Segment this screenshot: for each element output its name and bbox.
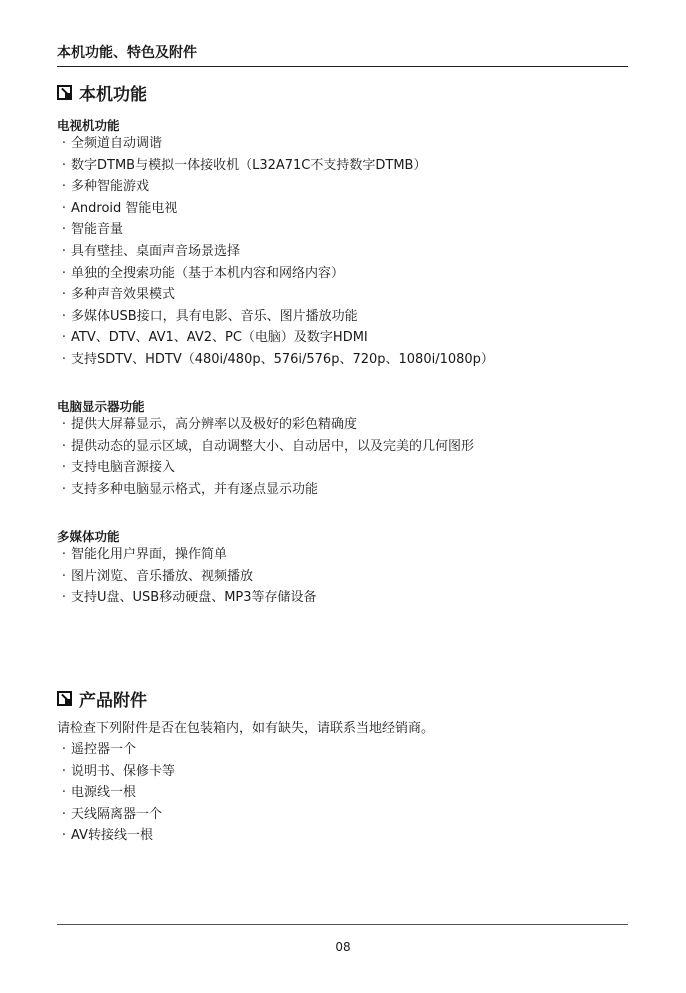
bullet-dot: ·	[61, 438, 67, 454]
list-item	[57, 479, 474, 501]
list-item-text: 支持多种电脑显示格式，并有逐点显示功能	[71, 481, 319, 497]
bullet-dot: ·	[61, 351, 67, 367]
page-header-title: 本机功能、特色及附件	[57, 45, 197, 61]
list-item	[57, 544, 317, 566]
list-item-text: 遥控器一个	[71, 742, 137, 757]
bullet-dot: ·	[61, 200, 67, 216]
page-header	[57, 38, 628, 67]
accessories-heading	[57, 686, 147, 711]
list-item	[57, 219, 494, 241]
list-item	[57, 739, 175, 761]
bullet-dot: ·	[61, 417, 67, 432]
bullet-dot: ·	[61, 460, 67, 476]
pc-functions-list	[57, 414, 474, 500]
list-item-text: 智能音量	[71, 222, 124, 238]
page-number: 08	[335, 940, 351, 954]
list-item-text: 多媒体USB接口，具有电影、音乐、图片播放功能	[71, 308, 358, 324]
list-item	[57, 782, 175, 804]
list-item	[57, 349, 494, 371]
list-item-text: 图片浏览、音乐播放、视频播放	[71, 568, 254, 584]
list-item-text: 说明书、保修卡等	[71, 763, 176, 779]
section-marker-icon	[57, 691, 72, 706]
bullet-dot: ·	[61, 785, 67, 801]
list-item-text: 电源线一根	[71, 785, 137, 801]
list-item	[57, 176, 494, 198]
list-item	[57, 263, 494, 285]
list-item	[57, 133, 494, 155]
list-item-text: 单独的全搜索功能（基于本机内容和网络内容）	[71, 265, 345, 281]
tv-functions-title: 电视机功能	[57, 118, 120, 133]
list-item	[57, 284, 494, 306]
bullet-dot: ·	[61, 547, 67, 562]
section-marker-icon	[57, 85, 72, 100]
list-item	[57, 241, 494, 263]
bullet-dot: ·	[61, 287, 67, 303]
list-item	[57, 414, 474, 436]
bullet-dot: ·	[61, 742, 67, 757]
list-item-text: 全频道自动调谐	[71, 136, 163, 151]
list-item	[57, 306, 494, 328]
accessories-list	[57, 739, 175, 847]
list-item-text: 多种声音效果模式	[71, 287, 176, 303]
accessories-intro: 请检查下列附件是否在包装箱内，如有缺失，请联系当地经销商。	[57, 721, 435, 736]
features-heading-text: 本机功能	[79, 85, 147, 105]
list-item-text: 数字DTMB与模拟一体接收机（L32A71C不支持数字DTMB）	[71, 157, 427, 173]
list-item-text: Android 智能电视	[71, 200, 178, 216]
list-item	[57, 761, 175, 783]
bullet-dot: ·	[61, 828, 67, 844]
list-item	[57, 327, 494, 349]
list-item	[57, 804, 175, 826]
bullet-dot: ·	[61, 763, 67, 779]
bullet-dot: ·	[61, 179, 67, 195]
media-functions-title: 多媒体功能	[57, 529, 120, 544]
list-item-text: ATV、DTV、AV1、AV2、PC（电脑）及数字HDMI	[71, 330, 368, 346]
list-item	[57, 198, 494, 220]
list-item	[57, 825, 175, 847]
accessories-heading-text: 产品附件	[79, 691, 147, 711]
list-item-text: 提供动态的显示区域，自动调整大小、自动居中，以及完美的几何图形	[71, 438, 475, 454]
list-item-text: 支持电脑音源接入	[71, 460, 176, 476]
list-item	[57, 566, 317, 588]
bullet-dot: ·	[61, 157, 67, 173]
list-item	[57, 155, 494, 177]
list-item-text: 智能化用户界面，操作简单	[71, 547, 228, 562]
list-item-text: 提供大屏幕显示，高分辨率以及极好的彩色精确度	[71, 417, 358, 432]
tv-functions-list	[57, 133, 494, 371]
list-item	[57, 457, 474, 479]
list-item-text: 具有壁挂、桌面声音场景选择	[71, 243, 241, 259]
features-heading	[57, 80, 147, 105]
list-item-text: 天线隔离器一个	[71, 806, 163, 822]
bullet-dot: ·	[61, 568, 67, 584]
list-item-text: 支持U盘、USB移动硬盘、MP3等存储设备	[71, 590, 317, 606]
bullet-dot: ·	[61, 330, 67, 346]
list-item-text: 支持SDTV、HDTV（480i/480p、576i/576p、720p、1080i/1080p）	[71, 351, 494, 367]
footer-divider	[57, 924, 628, 925]
bullet-dot: ·	[61, 136, 67, 151]
bullet-dot: ·	[61, 243, 67, 259]
list-item	[57, 436, 474, 458]
list-item	[57, 587, 317, 609]
bullet-dot: ·	[61, 222, 67, 238]
bullet-dot: ·	[61, 590, 67, 606]
list-item-text: 多种智能游戏	[71, 179, 150, 195]
pc-functions-title: 电脑显示器功能	[57, 399, 145, 414]
media-functions-list	[57, 544, 317, 609]
bullet-dot: ·	[61, 481, 67, 497]
bullet-dot: ·	[61, 265, 67, 281]
list-item-text: AV转接线一根	[71, 828, 153, 844]
bullet-dot: ·	[61, 806, 67, 822]
bullet-dot: ·	[61, 308, 67, 324]
